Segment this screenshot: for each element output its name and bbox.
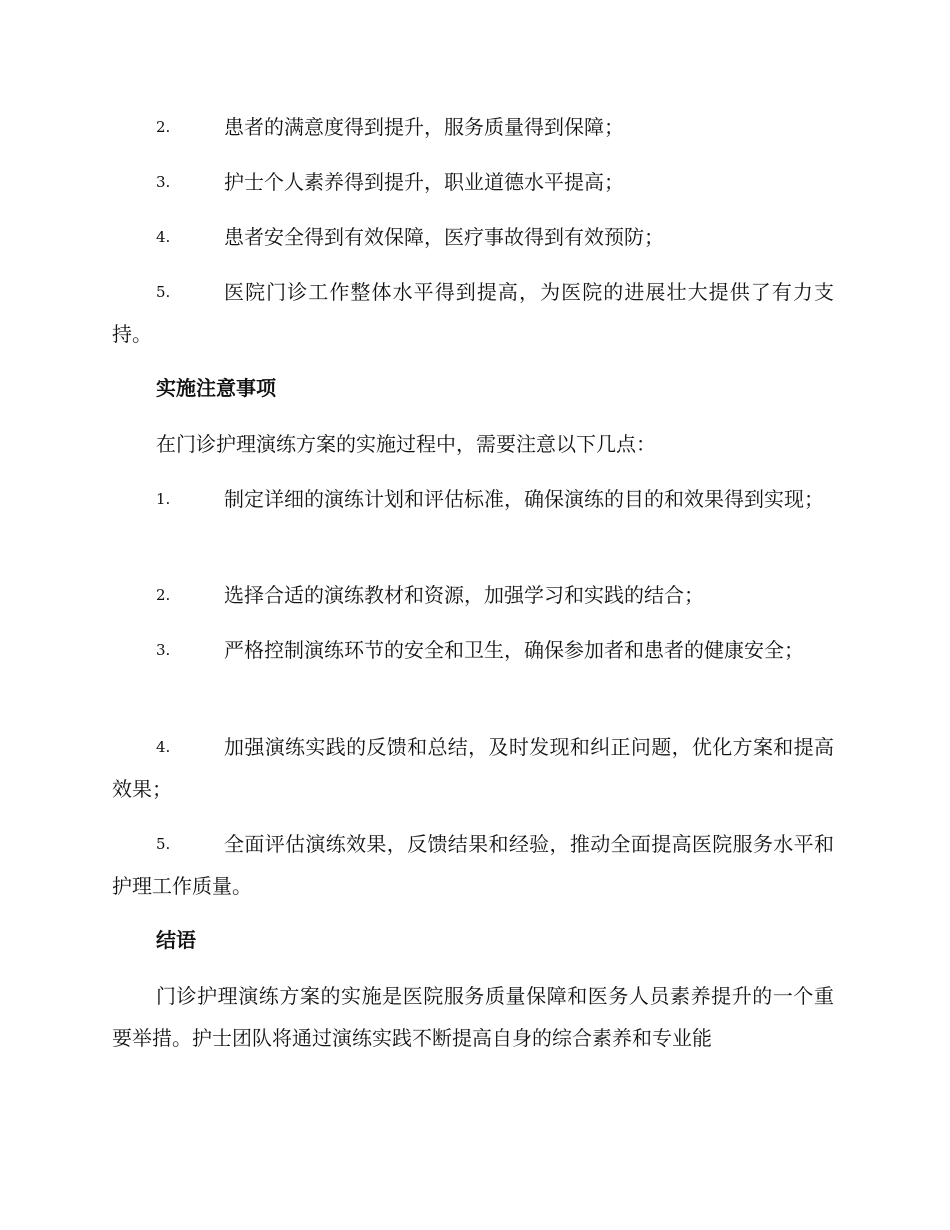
- list-item: [112, 478, 834, 520]
- list-item-text: 患者的满意度得到提升，服务质量得到保障；: [224, 115, 624, 139]
- list-item-number: 5.: [156, 835, 171, 853]
- list-item-text: 全面评估演练效果，反馈结果和经验，推动全面提高医院服务水平和护理工作质量。: [112, 832, 834, 898]
- list-item-number: 3.: [156, 641, 171, 659]
- list-item: [112, 574, 834, 616]
- list-item: [112, 726, 834, 810]
- list-item-number: 5.: [156, 283, 171, 301]
- section-heading-conclusion: 结语: [156, 928, 196, 952]
- list-item-text: 患者安全得到有效保障，医疗事故得到有效预防；: [224, 225, 664, 249]
- list-item-number: 4.: [156, 738, 171, 756]
- list-item-text: 严格控制演练环节的安全和卫生，确保参加者和患者的健康安全；: [224, 638, 804, 662]
- list-item: [112, 161, 834, 203]
- list-item-text: 制定详细的演练计划和评估标准，确保演练的目的和效果得到实现；: [224, 487, 824, 511]
- list-item-number: 2.: [156, 586, 171, 604]
- list-item: [112, 216, 834, 258]
- list-item-number: 3.: [156, 173, 171, 191]
- list-item: [112, 823, 834, 907]
- list-item-text: 选择合适的演练教材和资源，加强学习和实践的结合；: [224, 583, 704, 607]
- list-item-text: 护士个人素养得到提升，职业道德水平提高；: [224, 170, 624, 194]
- list-item-number: 4.: [156, 228, 171, 246]
- list-item: [112, 629, 834, 671]
- list-item-number: 2.: [156, 118, 171, 136]
- list-item-text: 医院门诊工作整体水平得到提高，为医院的进展壮大提供了有力支持。: [112, 280, 834, 346]
- list-item: [112, 271, 834, 355]
- conclusion-paragraph: 门诊护理演练方案的实施是医院服务质量保障和医务人员素养提升的一个重要举措。护士团队将通过演练实践不断提高自身的综合素养和专业能: [112, 984, 834, 1050]
- list-item: [112, 106, 834, 148]
- list-item-text: 加强演练实践的反馈和总结，及时发现和纠正问题，优化方案和提高效果；: [112, 735, 834, 801]
- section-heading-notes: 实施注意事项: [156, 376, 276, 400]
- list-item-number: 1.: [156, 490, 171, 508]
- section-intro-paragraph: 在门诊护理演练方案的实施过程中，需要注意以下几点：: [156, 432, 656, 456]
